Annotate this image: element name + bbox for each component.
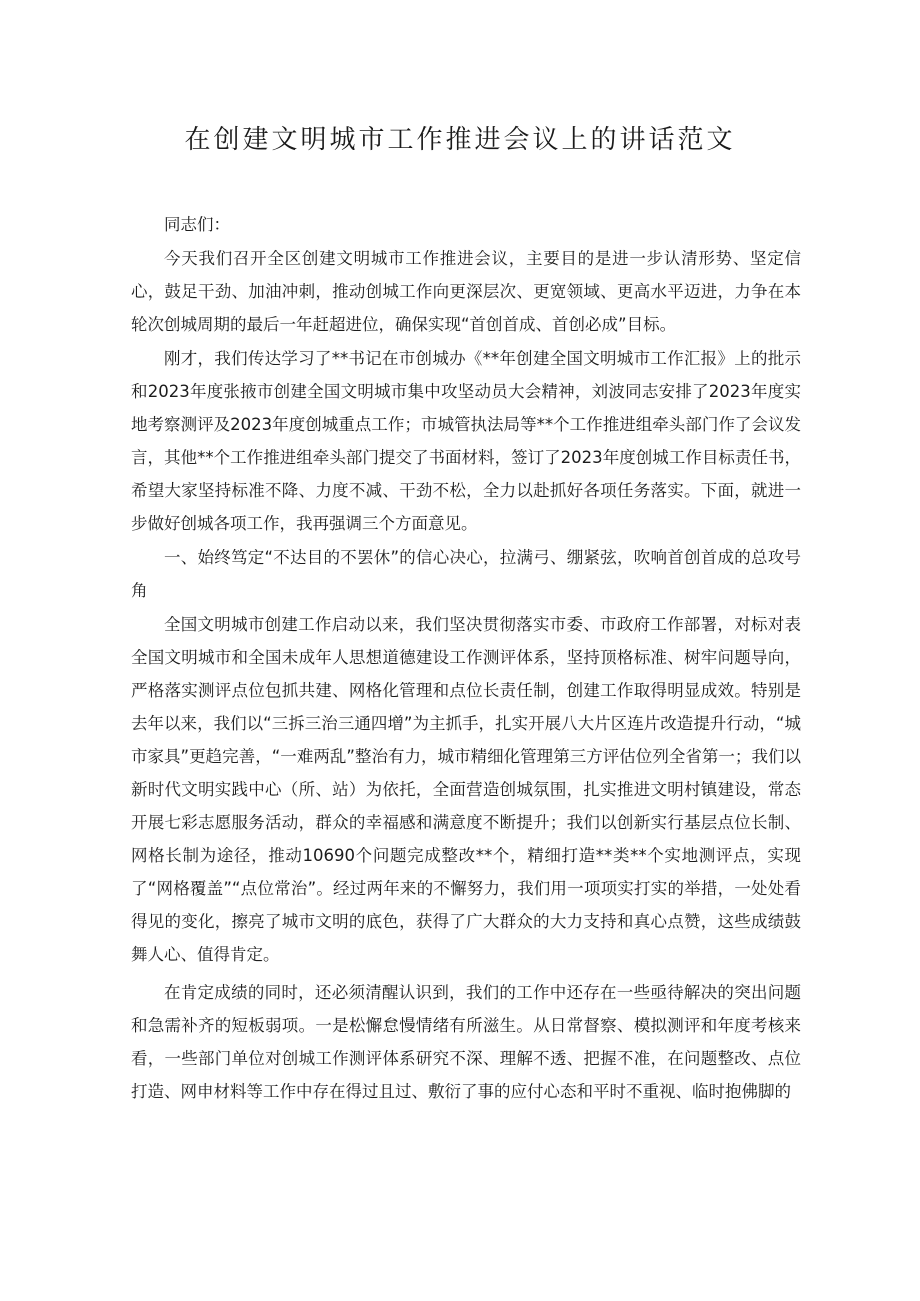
section-heading-1: 一、始终笃定“不达目的不罢休”的信心决心，拉满弓、绷紧弦，吹响首创首成的总攻号角 bbox=[131, 548, 801, 600]
paragraph-problems: 在肯定成绩的同时，还必须清醒认识到，我们的工作中还存在一些亟待解决的突出问题和急需补齐的短板弱项。一是松懈怠慢情绪有所滋生。从日常督察、模拟测评和年度考核来看，一些部门单位对创城工作测评体系研究不深、理解不透、把握不准，在问题整改、点位打造、网申材料等工作中存在得过且过、敷衍了事的应付心态和平时不重视、临时抱佛脚的 bbox=[131, 983, 801, 1101]
salutation: 同志们： bbox=[164, 215, 230, 234]
document-title: 在创建文明城市工作推进会议上的讲话范文 bbox=[184, 125, 736, 155]
paragraph-review: 刚才，我们传达学习了**书记在市创城办《**年创建全国文明城市工作汇报》上的批示和2023年度张掖市创建全国文明城市集中攻坚动员大会精神，刘波同志安排了2023年度实地考察测评及2023年度创城重点工作；市城管执法局等**个工作推进组牵头部门作了会议发言，其他**个工作推进组牵头部门提交了书面材料，签订了2023年度创城工作目标责任书，希望大家坚持标准不降、力度不减、干劲不松，全力以赴抓好各项任务落实。下面，就进一步做好创城各项工作，我再强调三个方面意见。 bbox=[131, 349, 801, 533]
paragraph-achievements: 全国文明城市创建工作启动以来，我们坚决贯彻落实市委、市政府工作部署，对标对表全国文明城市和全国未成年人思想道德建设工作测评体系，坚持顶格标准、树牢问题导向，严格落实测评点位包抓共建、网格化管理和点位长责任制，创建工作取得明显成效。特别是去年以来，我们以“三拆三治三通四增”为主抓手，扎实开展八大片区连片改造提升行动，“城市家具”更趋完善，“一难两乱”整治有力，城市精细化管理第三方评估位列全省第一；我们以新时代文明实践中心（所、站）为依托，全面营造创城氛围，扎实推进文明村镇建设，常态开展七彩志愿服务活动，群众的幸福感和满意度不断提升；我们以创新实行基层点位长制、网格长制为途径，推动10690个问题完成整改**个，精细打造**类**个实地测评点，实现了“网格覆盖”“点位常治”。经过两年来的不懈努力，我们用一项项实打实的举措，一处处看得见的变化，擦亮了城市文明的底色，获得了广大群众的大力支持和真心点赞，这些成绩鼓舞人心、值得肯定。 bbox=[131, 615, 801, 964]
document-body bbox=[131, 208, 801, 1108]
paragraph-opening: 今天我们召开全区创建文明城市工作推进会议，主要目的是进一步认清形势、坚定信心，鼓足干劲、加油冲刺，推动创城工作向更深层次、更宽领域、更高水平迈进，力争在本轮次创城周期的最后一年赶超进位，确保实现“首创首成、首创必成”目标。 bbox=[131, 249, 801, 334]
